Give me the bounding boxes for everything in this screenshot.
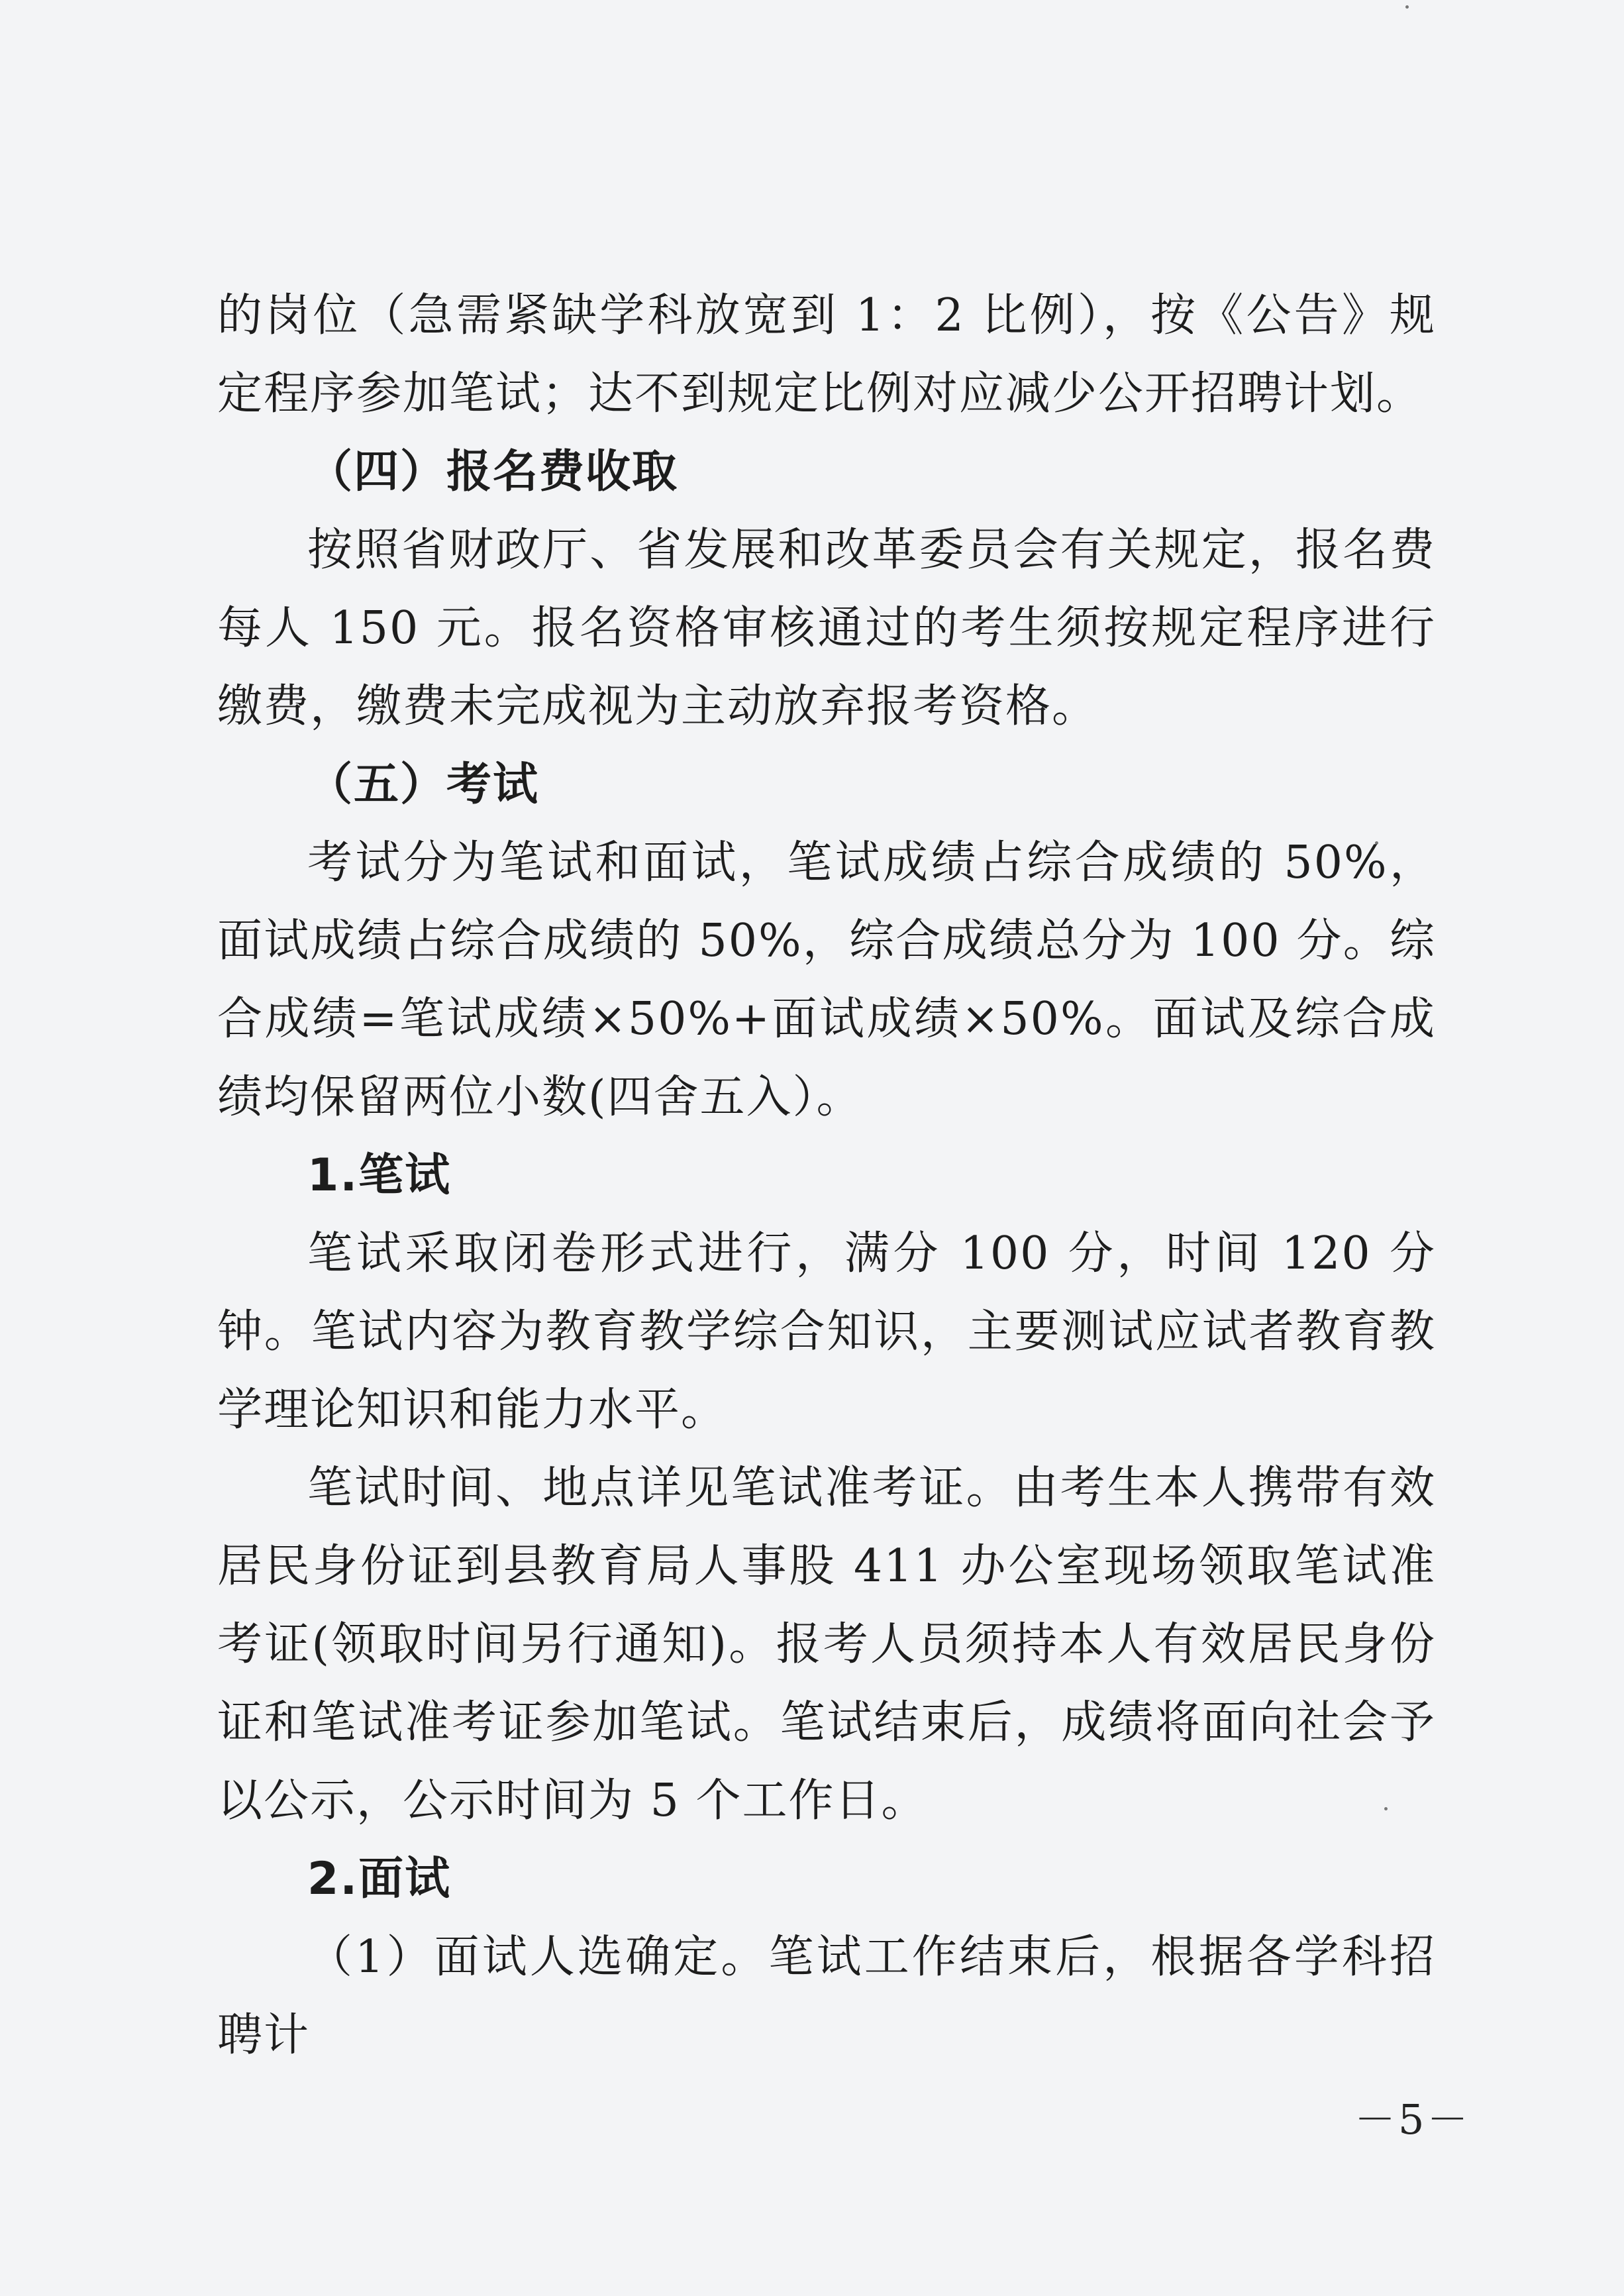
paragraph-written-exam-format: 笔试采取闭卷形式进行，满分 100 分，时间 120 分钟。笔试内容为教育教学综合知识，主要测试应试者教育教学理论知识和能力水平。 xyxy=(217,1227,1436,1436)
paragraph-registration-fee: 按照省财政厅、省发展和改革委员会有关规定，报名费每人 150 元。报名资格审核通过的考生须按规定程序进行缴费，缴费未完成视为主动放弃报考资格。 xyxy=(217,524,1436,733)
paragraph-written-exam-admission: 笔试时间、地点详见笔试准考证。由考生本人携带有效居民身份证到县教育局人事股 411 办公室现场领取笔试准考证(领取时间另行通知)。报考人员须持本人有效居民身份证和笔试准考证参加笔试。笔试结束后，成绩将面向社会予以公示，公示时间为 5 个工作日。 xyxy=(217,1462,1436,1827)
section-heading-exam: （五）考试 xyxy=(307,758,540,811)
subheading-written-exam: 1.笔试 xyxy=(307,1149,452,1202)
section-heading-registration-fee: （四）报名费收取 xyxy=(307,446,679,498)
paragraph-continuation: 的岗位（急需紧缺学科放宽到 1：2 比例），按《公告》规定程序参加笔试；达不到规定比例对应减少公开招聘计划。 xyxy=(217,289,1436,420)
document-body xyxy=(217,277,1436,2075)
scan-speck xyxy=(1405,5,1409,9)
paragraph-interview-selection: （1）面试人选确定。笔试工作结束后，根据各学科招聘计 xyxy=(217,1931,1436,2061)
page-number: －5－ xyxy=(1354,2095,1471,2144)
paragraph-exam-scoring: 考试分为笔试和面试，笔试成绩占综合成绩的 50%，面试成绩占综合成绩的 50%，综合成绩总分为 100 分。综合成绩=笔试成绩×50%+面试成绩×50%。面试及综合成绩均保留两位小数(四舍五入）。 xyxy=(217,837,1436,1123)
subheading-interview: 2.面试 xyxy=(307,1853,452,1905)
